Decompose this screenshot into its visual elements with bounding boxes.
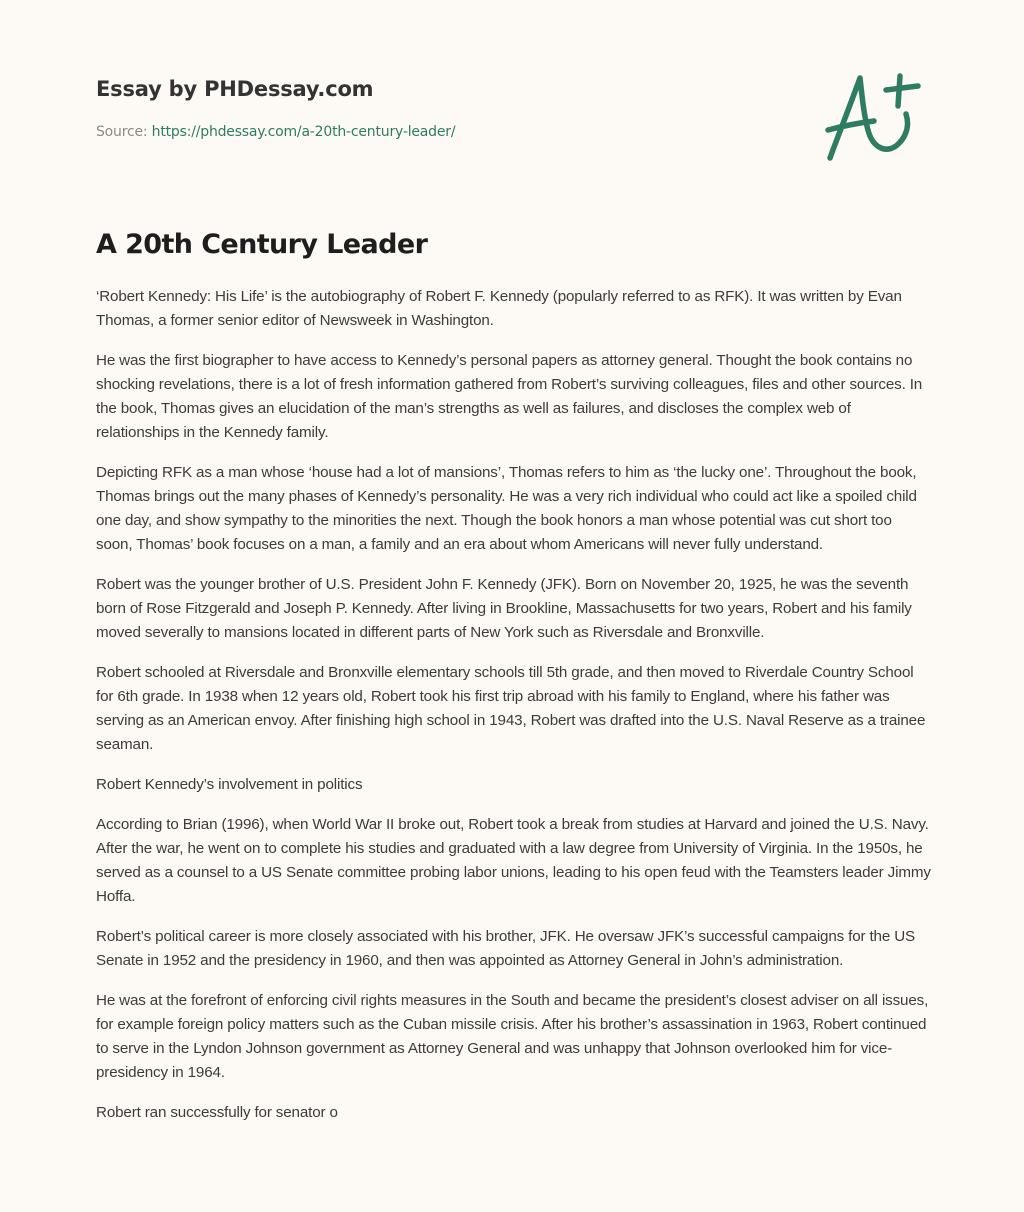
- source-line: [96, 122, 796, 142]
- page-header: [96, 74, 796, 142]
- section-heading: Robert Kennedy’s involvement in politics: [96, 776, 363, 793]
- source-label: Source:: [96, 124, 148, 140]
- paragraph: He was the first biographer to have access to Kennedy’s personal papers as attorney general. Thought the book contains no shocking revelations, there is a lot of fresh information gathered from Robert’s surviving colleagues, files and other sources. In the book, Thomas gives an elucidation of the man’s strengths as well as failures, and discloses the complex web of relationships in the Kennedy family.: [96, 352, 923, 441]
- paragraph: Robert ran successfully for senator o: [96, 1104, 338, 1121]
- brand-title: Essay by PHDessay.com: [96, 77, 374, 101]
- paragraph: Robert schooled at Riversdale and Bronxville elementary schools till 5th grade, and then moved to Riverdale Country School for 6th grade. In 1938 when 12 years old, Robert took his first trip abroad with his family to England, where his father was serving as an American envoy. After finishing high school in 1943, Robert was drafted into the U.S. Naval Reserve as a trainee seaman.: [96, 664, 926, 753]
- paragraph: Robert was the younger brother of U.S. President John F. Kennedy (JFK). Born on November 20, 1925, he was the seventh born of Rose Fitzgerald and Joseph P. Kennedy. After living in Brookline, Massachusetts for two years, Robert and his family moved severally to mansions located in different parts of New York such as Riversdale and Bronxville.: [96, 576, 912, 641]
- document-title: A 20th Century Leader: [96, 229, 428, 260]
- essay-body: [96, 285, 932, 1141]
- paragraph: Robert’s political career is more closely associated with his brother, JFK. He oversaw JFK’s successful campaigns for the US Senate in 1952 and the presidency in 1960, and then was appointed as Attorney General in John’s administration.: [96, 928, 916, 969]
- source-link[interactable]: https://phdessay.com/a-20th-century-leader/: [151, 124, 456, 140]
- paragraph: ‘Robert Kennedy: His Life’ is the autobiography of Robert F. Kennedy (popularly referred to as RFK). It was written by Evan Thomas, a former senior editor of Newsweek in Washington.: [96, 288, 902, 329]
- paragraph: According to Brian (1996), when World War II broke out, Robert took a break from studies at Harvard and joined the U.S. Navy. After the war, he went on to complete his studies and graduated with a law degree from University of Virginia. In the 1950s, he served as a counsel to a US Senate committee probing labor unions, leading to his open feud with the Teamsters leader Jimmy Hoffa.: [96, 816, 931, 905]
- paragraph: He was at the forefront of enforcing civil rights measures in the South and became the president’s closest adviser on all issues, for example foreign policy matters such as the Cuban missile crisis. After his brother’s assassination in 1963, Robert continued to serve in the Lyndon Johnson government as Attorney General and was unhappy that Johnson overlooked him for vice-presidency in 1964.: [96, 992, 929, 1081]
- paragraph: Depicting RFK as a man whose ‘house had a lot of mansions’, Thomas refers to him as ‘the lucky one’. Throughout the book, Thomas brings out the many phases of Kennedy’s personality. He was a very rich individual who could act like a spoiled child one day, and show sympathy to the minorities the next. Though the book honors a man whose potential was cut short too soon, Thomas’ book focuses on a man, a family and an era about whom Americans will never fully understand.: [96, 464, 917, 553]
- a-plus-grade-icon: [818, 66, 930, 166]
